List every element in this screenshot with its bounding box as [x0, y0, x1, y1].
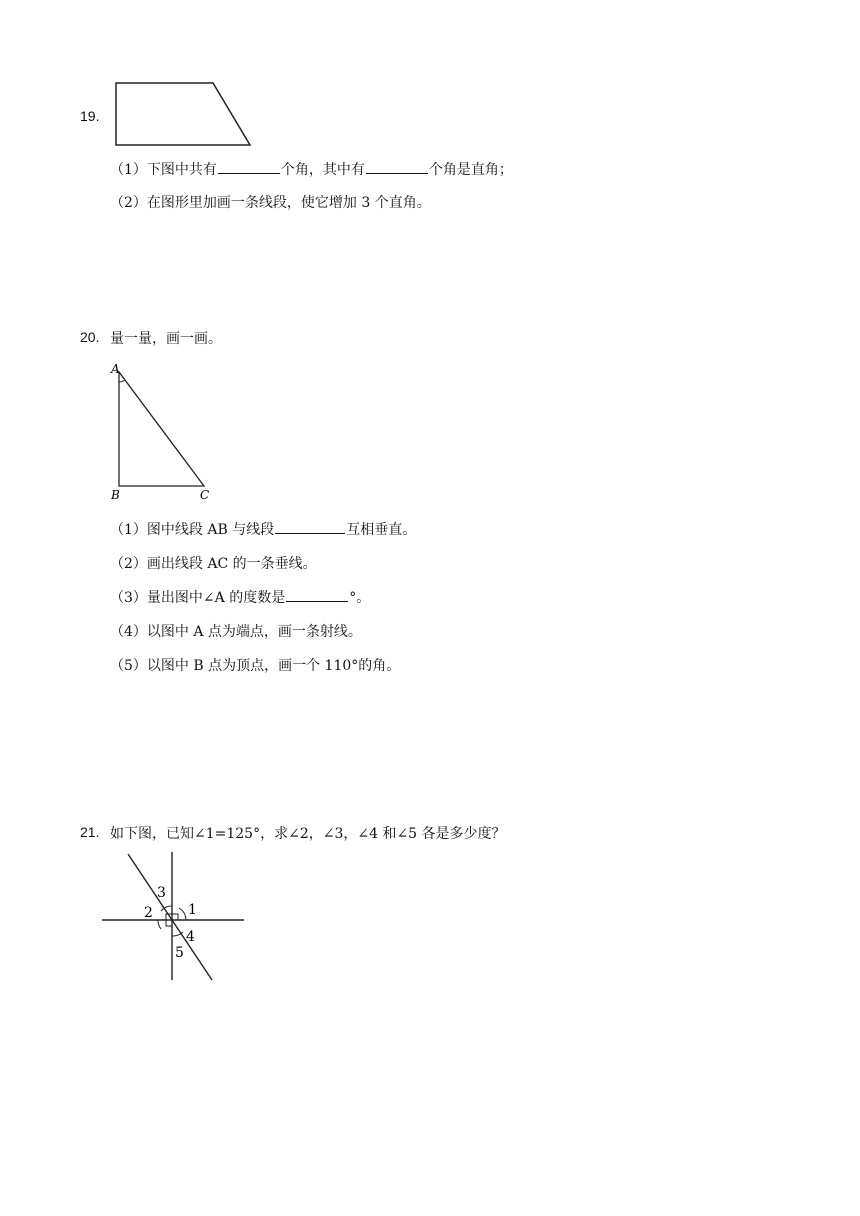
- q19-sub1-text-b: 个角，其中有: [280, 162, 365, 178]
- q21-title: 如下图，已知∠1=125°，求∠2，∠3，∠4 和∠5 各是多少度？: [110, 826, 506, 842]
- q20-sub1: [110, 519, 416, 539]
- q19-sub1-text-c: 个角是直角；: [428, 162, 513, 178]
- angle-label-5: 5: [175, 945, 184, 961]
- angle-label-4: 4: [186, 929, 195, 945]
- q20-sub1-text-a: （1）图中线段 AB 与线段: [110, 522, 275, 538]
- q20-sub1-text-b: 互相垂直。: [346, 522, 417, 538]
- q19-sub2: （2）在图形里加画一条线段，使它增加 3 个直角。: [110, 195, 431, 211]
- question-number-19: 19.: [80, 108, 100, 124]
- q19-sub1-text-a: （1）下图中共有: [110, 162, 217, 178]
- q20-sub3-text-b: °。: [349, 590, 371, 606]
- q20-sub5: （5）以图中 B 点为顶点，画一个 110°的角。: [110, 658, 401, 674]
- q20-sub3-text-a: （3）量出图中∠A 的度数是: [110, 590, 286, 606]
- q20-sub4: （4）以图中 A 点为端点，画一条射线。: [110, 624, 362, 640]
- intersecting-lines-figure: [100, 850, 246, 982]
- trapezoid-figure: [110, 78, 260, 150]
- q19-blank-right-angles[interactable]: [366, 159, 428, 174]
- question-number-21: 21.: [80, 824, 100, 840]
- q19-blank-angles-total[interactable]: [218, 159, 280, 174]
- vertex-label-b: B: [111, 488, 120, 502]
- right-triangle-figure: [108, 360, 228, 502]
- q19-sub1: [110, 159, 513, 179]
- q20-sub3: [110, 587, 370, 607]
- angle-label-1: 1: [188, 902, 197, 918]
- q20-blank-angle-a-degrees[interactable]: [286, 587, 348, 602]
- q20-title: 量一量，画一画。: [110, 331, 222, 347]
- q20-sub2: （2）画出线段 AC 的一条垂线。: [110, 556, 317, 572]
- question-number-20: 20.: [80, 329, 100, 345]
- angle-label-3: 3: [157, 885, 166, 901]
- angle-label-2: 2: [144, 905, 153, 921]
- vertex-label-a: A: [111, 362, 120, 376]
- vertex-label-c: C: [200, 488, 210, 502]
- q20-blank-perpendicular-segment[interactable]: [275, 519, 345, 534]
